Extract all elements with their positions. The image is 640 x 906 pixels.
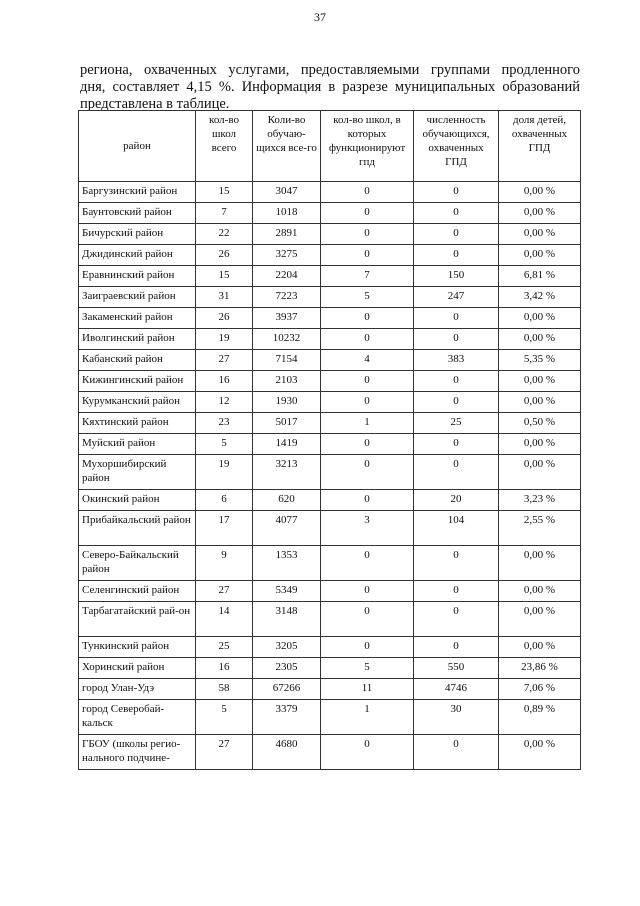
cell-schools-total: 27	[196, 350, 253, 371]
cell-share-gpd: 0,00 %	[499, 735, 581, 770]
cell-students-total: 10232	[253, 329, 321, 350]
table-row	[79, 637, 581, 658]
table-row	[79, 224, 581, 245]
cell-district: Заиграевский район	[79, 287, 196, 308]
cell-schools-gpd: 11	[321, 679, 414, 700]
cell-students-gpd: 0	[414, 735, 499, 770]
cell-share-gpd: 0,00 %	[499, 392, 581, 413]
cell-share-gpd: 0,00 %	[499, 224, 581, 245]
cell-schools-total: 16	[196, 658, 253, 679]
cell-district: Закаменский район	[79, 308, 196, 329]
cell-schools-total: 12	[196, 392, 253, 413]
header-schools-total: кол-во школ всего	[196, 111, 253, 182]
cell-schools-gpd: 1	[321, 700, 414, 735]
cell-share-gpd: 0,00 %	[499, 455, 581, 490]
cell-district: Кабанский район	[79, 350, 196, 371]
cell-schools-total: 9	[196, 546, 253, 581]
cell-share-gpd: 6,81 %	[499, 266, 581, 287]
cell-schools-gpd: 0	[321, 637, 414, 658]
cell-students-total: 67266	[253, 679, 321, 700]
cell-students-gpd: 383	[414, 350, 499, 371]
table-row	[79, 329, 581, 350]
cell-district: Курумканский район	[79, 392, 196, 413]
cell-district: Тункинский район	[79, 637, 196, 658]
table-row	[79, 735, 581, 770]
header-district: район	[79, 111, 196, 182]
cell-students-gpd: 104	[414, 511, 499, 546]
cell-share-gpd: 0,00 %	[499, 546, 581, 581]
cell-schools-gpd: 1	[321, 413, 414, 434]
cell-students-total: 2891	[253, 224, 321, 245]
cell-schools-gpd: 0	[321, 329, 414, 350]
cell-students-gpd: 0	[414, 392, 499, 413]
cell-students-gpd: 0	[414, 308, 499, 329]
cell-district: Селенгинский район	[79, 581, 196, 602]
header-students-total: Коли-во обучаю-щихся все-го	[253, 111, 321, 182]
cell-district: Иволгинский район	[79, 329, 196, 350]
table-row	[79, 371, 581, 392]
cell-district: Хоринский район	[79, 658, 196, 679]
cell-students-gpd: 0	[414, 602, 499, 637]
cell-schools-gpd: 4	[321, 350, 414, 371]
cell-share-gpd: 0,00 %	[499, 371, 581, 392]
cell-district: Кяхтинский район	[79, 413, 196, 434]
page-number: 37	[314, 10, 326, 24]
cell-share-gpd: 0,00 %	[499, 245, 581, 266]
cell-students-gpd: 0	[414, 245, 499, 266]
cell-share-gpd: 3,42 %	[499, 287, 581, 308]
cell-schools-gpd: 0	[321, 245, 414, 266]
cell-schools-total: 23	[196, 413, 253, 434]
cell-schools-total: 5	[196, 700, 253, 735]
cell-district: город Улан-Удэ	[79, 679, 196, 700]
cell-schools-gpd: 0	[321, 203, 414, 224]
table-row	[79, 511, 581, 546]
cell-students-total: 1419	[253, 434, 321, 455]
cell-students-gpd: 0	[414, 224, 499, 245]
table-header-row	[79, 111, 581, 182]
cell-students-total: 620	[253, 490, 321, 511]
cell-district: Окинский район	[79, 490, 196, 511]
cell-schools-gpd: 0	[321, 434, 414, 455]
cell-schools-total: 27	[196, 735, 253, 770]
cell-share-gpd: 23,86 %	[499, 658, 581, 679]
cell-district: Баунтовский район	[79, 203, 196, 224]
cell-students-gpd: 0	[414, 371, 499, 392]
cell-students-total: 2204	[253, 266, 321, 287]
cell-share-gpd: 0,00 %	[499, 637, 581, 658]
cell-schools-total: 15	[196, 182, 253, 203]
cell-students-total: 3379	[253, 700, 321, 735]
intro-line-1: региона, охваченных услугами, предоставляемыми группами продленного	[80, 62, 580, 78]
cell-district: Бичурский район	[79, 224, 196, 245]
cell-share-gpd: 0,00 %	[499, 203, 581, 224]
table-row	[79, 455, 581, 490]
cell-students-total: 5349	[253, 581, 321, 602]
cell-students-gpd: 0	[414, 581, 499, 602]
cell-students-total: 4680	[253, 735, 321, 770]
table-row	[79, 182, 581, 203]
cell-students-total: 4077	[253, 511, 321, 546]
cell-district: Баргузинский район	[79, 182, 196, 203]
table-row	[79, 245, 581, 266]
cell-students-total: 1018	[253, 203, 321, 224]
cell-students-gpd: 0	[414, 329, 499, 350]
cell-students-gpd: 0	[414, 455, 499, 490]
cell-schools-gpd: 0	[321, 735, 414, 770]
cell-students-gpd: 0	[414, 637, 499, 658]
cell-schools-total: 15	[196, 266, 253, 287]
cell-share-gpd: 0,00 %	[499, 329, 581, 350]
cell-schools-total: 14	[196, 602, 253, 637]
cell-schools-total: 31	[196, 287, 253, 308]
cell-students-gpd: 0	[414, 546, 499, 581]
cell-students-total: 3937	[253, 308, 321, 329]
cell-students-gpd: 0	[414, 203, 499, 224]
cell-schools-gpd: 7	[321, 266, 414, 287]
cell-district: Муйский район	[79, 434, 196, 455]
cell-schools-gpd: 0	[321, 392, 414, 413]
cell-district: Джидинский район	[79, 245, 196, 266]
cell-share-gpd: 0,00 %	[499, 602, 581, 637]
cell-students-gpd: 0	[414, 434, 499, 455]
cell-share-gpd: 3,23 %	[499, 490, 581, 511]
cell-schools-total: 26	[196, 308, 253, 329]
cell-schools-gpd: 0	[321, 182, 414, 203]
cell-schools-total: 25	[196, 637, 253, 658]
header-share-gpd: доля детей, охваченных ГПД	[499, 111, 581, 182]
cell-students-total: 7223	[253, 287, 321, 308]
cell-schools-total: 5	[196, 434, 253, 455]
table-row	[79, 287, 581, 308]
cell-students-total: 1353	[253, 546, 321, 581]
cell-district: Прибайкальский район	[79, 511, 196, 546]
cell-students-total: 3148	[253, 602, 321, 637]
cell-schools-total: 17	[196, 511, 253, 546]
cell-students-total: 7154	[253, 350, 321, 371]
cell-schools-total: 26	[196, 245, 253, 266]
cell-district: город Северобай-кальск	[79, 700, 196, 735]
cell-schools-total: 58	[196, 679, 253, 700]
cell-students-gpd: 4746	[414, 679, 499, 700]
cell-students-total: 3205	[253, 637, 321, 658]
cell-schools-gpd: 5	[321, 287, 414, 308]
cell-students-total: 3213	[253, 455, 321, 490]
cell-students-total: 3047	[253, 182, 321, 203]
cell-district: Еравнинский район	[79, 266, 196, 287]
table-row	[79, 350, 581, 371]
table-row	[79, 266, 581, 287]
cell-district: Мухоршибирский район	[79, 455, 196, 490]
cell-schools-total: 19	[196, 329, 253, 350]
table-row	[79, 700, 581, 735]
cell-schools-gpd: 3	[321, 511, 414, 546]
cell-schools-gpd: 0	[321, 224, 414, 245]
table-row	[79, 679, 581, 700]
cell-schools-total: 27	[196, 581, 253, 602]
cell-students-gpd: 20	[414, 490, 499, 511]
cell-share-gpd: 2,55 %	[499, 511, 581, 546]
table-row	[79, 602, 581, 637]
cell-schools-gpd: 0	[321, 455, 414, 490]
cell-share-gpd: 0,00 %	[499, 581, 581, 602]
cell-schools-gpd: 0	[321, 581, 414, 602]
gpd-coverage-table	[78, 110, 581, 770]
cell-district: Кижингинский район	[79, 371, 196, 392]
table-row	[79, 413, 581, 434]
cell-schools-total: 6	[196, 490, 253, 511]
table-row	[79, 434, 581, 455]
header-schools-gpd: кол-во школ, в которых функционируют гпд	[321, 111, 414, 182]
cell-students-gpd: 150	[414, 266, 499, 287]
table-row	[79, 203, 581, 224]
cell-share-gpd: 0,00 %	[499, 182, 581, 203]
cell-share-gpd: 0,00 %	[499, 434, 581, 455]
cell-schools-total: 19	[196, 455, 253, 490]
table-row	[79, 392, 581, 413]
cell-share-gpd: 0,00 %	[499, 308, 581, 329]
table-row	[79, 581, 581, 602]
intro-line-3: представлена в таблице.	[80, 96, 230, 112]
cell-district: Северо-Байкальский район	[79, 546, 196, 581]
cell-schools-gpd: 0	[321, 490, 414, 511]
cell-students-total: 2305	[253, 658, 321, 679]
cell-share-gpd: 0,89 %	[499, 700, 581, 735]
cell-share-gpd: 7,06 %	[499, 679, 581, 700]
cell-schools-gpd: 0	[321, 371, 414, 392]
cell-schools-gpd: 0	[321, 308, 414, 329]
header-students-gpd: численность обучающихся, охваченных ГПД	[414, 111, 499, 182]
cell-schools-total: 7	[196, 203, 253, 224]
cell-schools-gpd: 0	[321, 602, 414, 637]
cell-students-gpd: 0	[414, 182, 499, 203]
cell-students-total: 5017	[253, 413, 321, 434]
cell-students-gpd: 247	[414, 287, 499, 308]
cell-schools-total: 22	[196, 224, 253, 245]
intro-paragraph	[80, 62, 580, 113]
table-row	[79, 658, 581, 679]
cell-students-total: 1930	[253, 392, 321, 413]
cell-district: Тарбагатайский рай-он	[79, 602, 196, 637]
table-body	[79, 182, 581, 770]
cell-schools-gpd: 5	[321, 658, 414, 679]
cell-share-gpd: 0,50 %	[499, 413, 581, 434]
cell-students-total: 3275	[253, 245, 321, 266]
cell-students-gpd: 550	[414, 658, 499, 679]
table-row	[79, 546, 581, 581]
table-row	[79, 490, 581, 511]
cell-district: ГБОУ (школы регио-нального подчине-	[79, 735, 196, 770]
intro-line-2: дня, составляет 4,15 %. Информация в разрезе муниципальных образований	[80, 79, 580, 95]
table-row	[79, 308, 581, 329]
cell-schools-total: 16	[196, 371, 253, 392]
cell-students-gpd: 25	[414, 413, 499, 434]
cell-schools-gpd: 0	[321, 546, 414, 581]
cell-share-gpd: 5,35 %	[499, 350, 581, 371]
cell-students-gpd: 30	[414, 700, 499, 735]
cell-students-total: 2103	[253, 371, 321, 392]
